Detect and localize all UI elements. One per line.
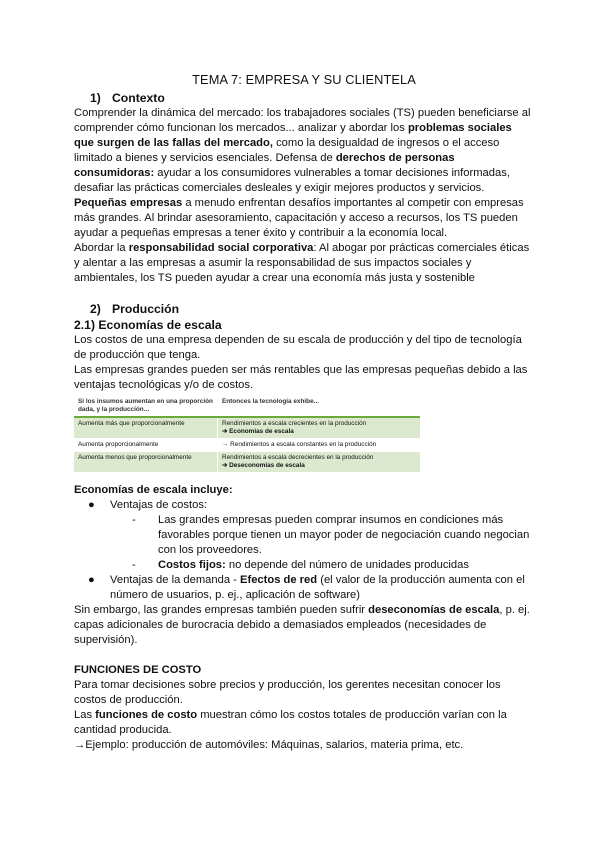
table-row [74,452,420,473]
text-run: Ventajas de la demanda - [110,574,240,586]
text-run: como la desigualdad de ingresos o el acceso limitado a bienes y servicios esenciales. Defensa de [74,137,500,164]
text-run: muestran cómo los costos totales de producción varían con la cantidad producida. [74,709,507,736]
sub-list-text: Las grandes empresas pueden comprar insumos en condiciones más favorables porque tienen un mayor poder de negociación cuando negocian con los proveedores. [158,514,530,556]
table-cell [218,452,421,473]
spacer [74,286,534,301]
page-title: TEMA 7: EMPRESA Y SU CLIENTELA [192,72,416,87]
paragraph-costo-3: →Ejemplo: producción de automóviles: Máquinas, salarios, materia prima, etc. [74,739,464,751]
paragraph-economias-1: Los costos de una empresa dependen de su escala de producción y del tipo de tecnología de producción que tenga. [74,334,522,361]
bold-run: Efectos de red [240,574,318,586]
text-run: no depende del número de unidades producidas [225,559,469,571]
table-cell: Aumenta proporcionalmente [74,439,218,452]
paragraph-economias-2: Las empresas grandes pueden ser más rentables que las empresas pequeñas debido a las ventajas tecnológicas y/o de costos. [74,364,528,391]
table-cell: Aumenta menos que proporcionalmente [74,452,218,473]
text-run: , p. ej. capas adicionales de burocracia debido a demasiados empleados (necesidades de supervisión). [74,604,530,646]
cell-line-bold: ➔ Economías de escala [222,428,294,435]
bold-run: Costos fijos: [158,559,226,571]
sub-list-item [132,513,534,558]
list-item-text: Ventajas de costos: [110,499,208,511]
text-run: Las [74,709,96,721]
table-cell [218,417,421,439]
section-number: 1) [90,91,101,105]
paragraph-context-2 [74,196,534,241]
text-run: Comprender la dinámica del mercado: los trabajadores sociales (TS) pueden beneficiarse al comprender cómo funcionan los mercados... analizar y abordar los [74,107,531,134]
table-cell: → Rendimientos a escala constantes en la producción [218,439,421,452]
cell-line: Rendimientos a escala decrecientes en la producción [222,454,374,461]
bold-run: problemas sociales que surgen de las fallas del mercado, [74,122,512,149]
bold-run: FUNCIONES DE COSTO [74,664,202,676]
cell-line: Rendimientos a escala crecientes en la producción [222,420,367,427]
section-heading-produccion [74,301,534,317]
bullet-icon: ● [88,574,95,586]
bold-run: Economías de escala incluye: [74,484,233,496]
section-number: 2) [90,302,101,316]
section-heading-funciones [74,663,534,678]
bullet-icon: ● [88,499,95,511]
text-run: ayudar a los consumidores vulnerables a tomar decisiones informadas, desafiar las prácticas comerciales desleales y exigir mejores productos y servicios. [74,167,510,194]
paragraph-context-1 [74,106,534,196]
bold-run: derechos de personas consumidoras: [74,152,455,179]
bullet-list [74,498,534,603]
paragraph-context-3 [74,241,534,286]
dash-icon: - [132,514,136,526]
table-row [74,417,420,439]
list-item [88,498,534,573]
includes-heading [74,483,534,498]
table-cell: Aumenta más que proporcionalmente [74,417,218,439]
paragraph-costo-2 [74,708,534,738]
section-title: Producción [112,302,180,316]
bold-run: funciones de costo [95,709,198,721]
bold-run: responsabilidad social corporativa [128,242,314,254]
bold-run: deseconomías de escala [368,604,500,616]
section-heading-contexto [74,90,534,106]
table-header-row [74,396,420,417]
document-content [74,72,534,753]
table-header-cell: Entonces la tecnología exhibe... [218,396,421,417]
spacer [74,648,534,663]
paragraph-deseconomias [74,603,534,648]
sub-list-item [132,558,534,573]
text-run: Abordar la [74,242,129,254]
text-run: Sin embargo, las grandes empresas también pueden sufrir [74,604,369,616]
text-run: a menudo enfrentan desafíos importantes al competir con empresas más grandes. Al brindar asesoramiento, capacitación y acceso a recursos, los TS pueden ayudar a pequeñas empresas a tener éxito y contribuir a la economía local. [74,197,524,239]
cell-line-bold: ➔ Deseconomías de escala [222,462,305,469]
subsection-heading: 2.1) Economías de escala [74,318,222,332]
paragraph-costo-1: Para tomar decisiones sobre precios y producción, los gerentes necesitan conocer los costos de producción. [74,679,501,706]
table-row [74,439,420,452]
text-run: : Al abogar por prácticas comerciales éticas y alentar a las empresas a asumir la responsabilidad de sus impactos sociales y ambientales, los TS pueden ayudar a crear una economía más justa y sostenible [74,242,530,284]
bold-run: Pequeñas empresas [74,197,183,209]
text-run: (el valor de la producción aumenta con el número de usuarios, p. ej., aplicación de software) [110,574,525,601]
technology-table [74,396,420,473]
section-title: Contexto [112,91,165,105]
dash-icon: - [132,559,136,571]
table-header-cell: Si los insumos aumentan en una proporción dada, y la producción... [74,396,218,417]
list-item [88,573,534,603]
sub-list [110,513,534,573]
